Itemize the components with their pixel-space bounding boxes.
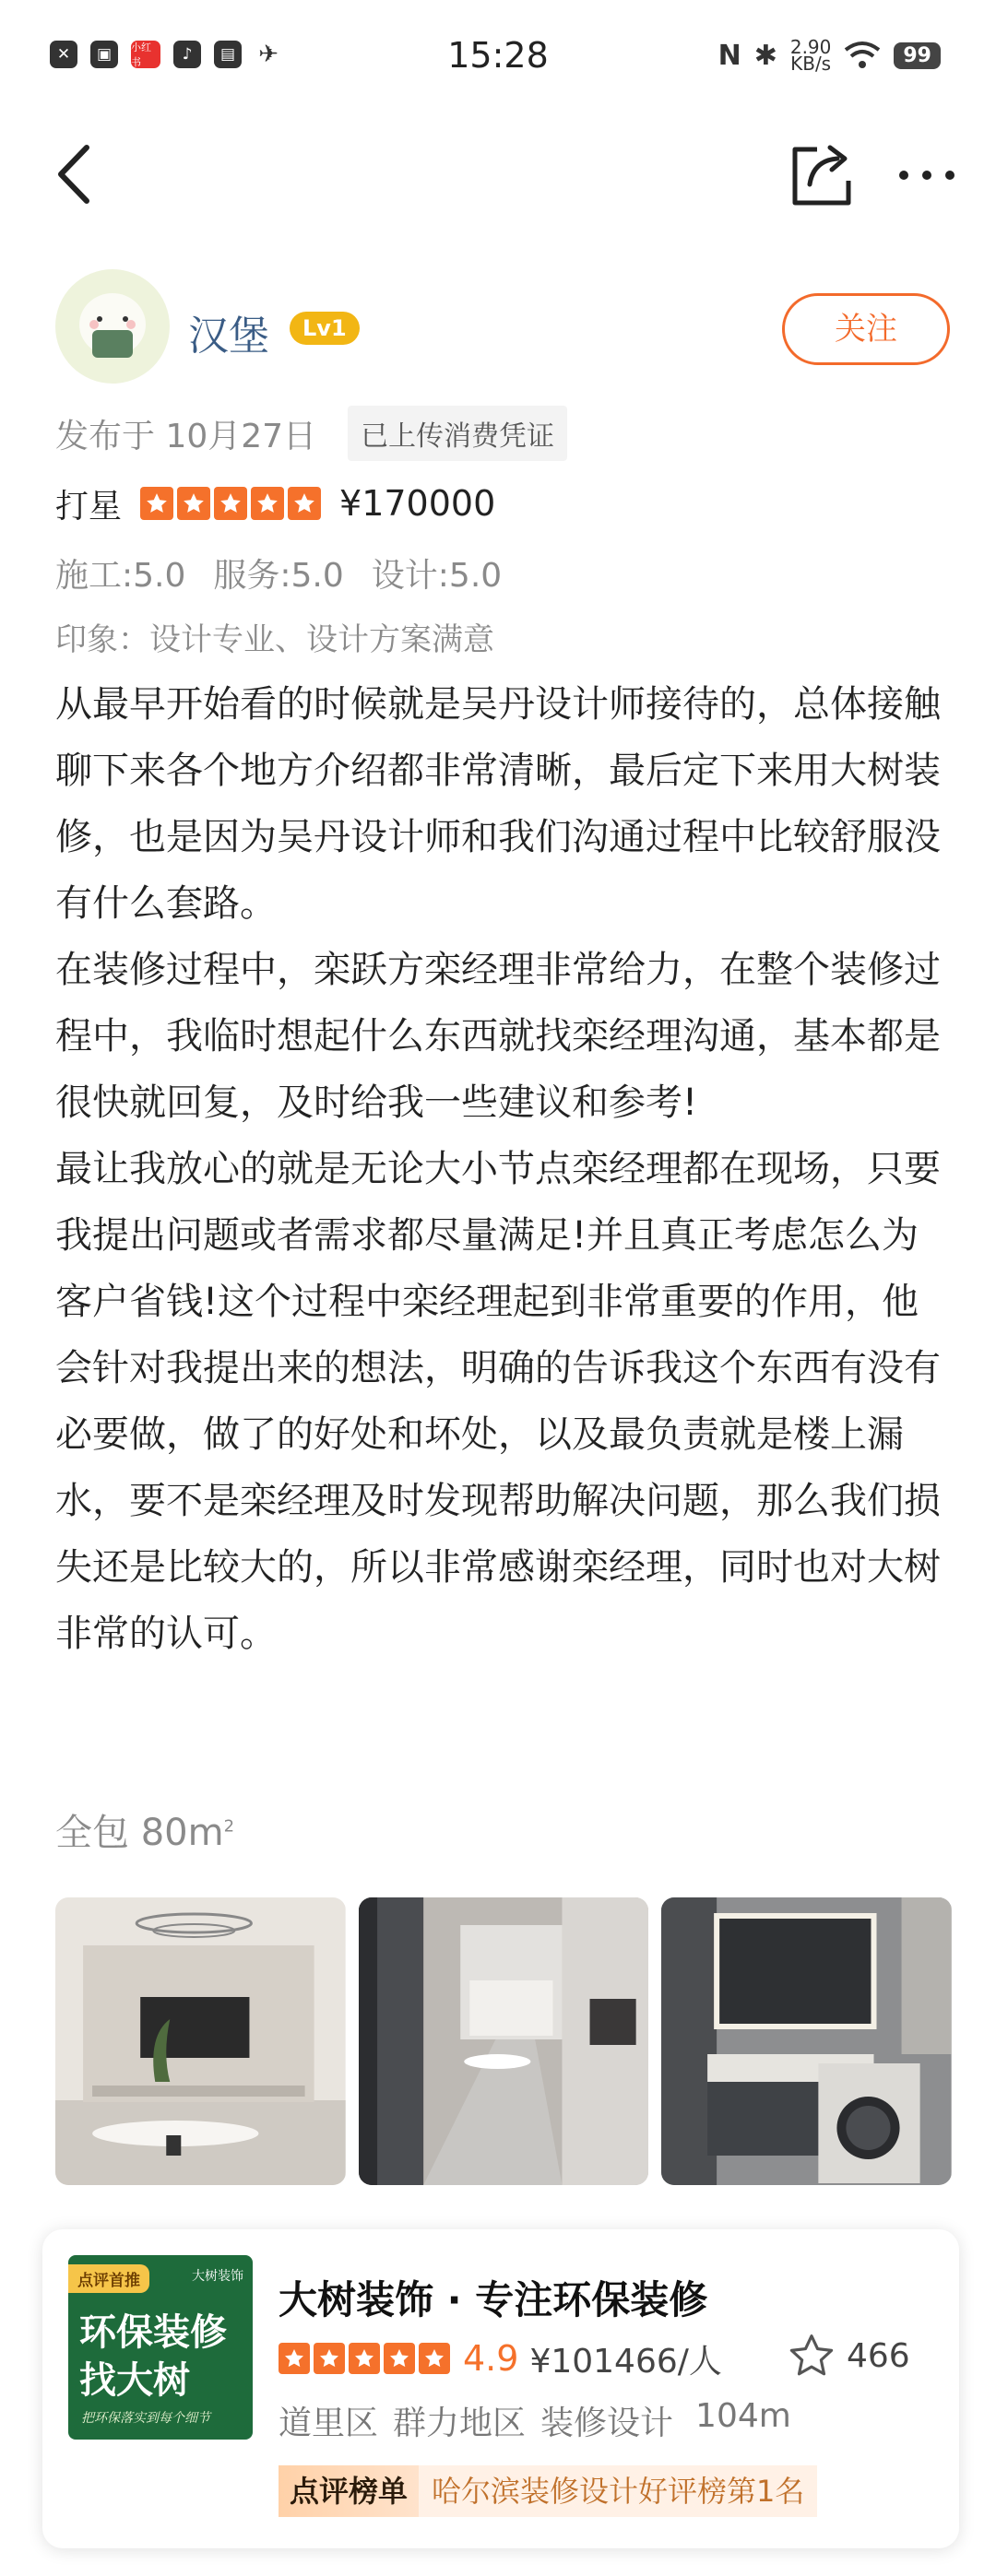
shop-score: 4.9 — [463, 2338, 519, 2379]
back-arrow-icon[interactable] — [48, 142, 103, 207]
construction-score: 施工:5.0 — [55, 557, 186, 595]
bluetooth-icon: ✱ — [753, 39, 777, 72]
net-speed-value: 2.90 — [789, 36, 832, 58]
shop-location — [279, 2397, 791, 2444]
star-icon — [288, 487, 321, 520]
star-icon — [214, 487, 247, 520]
design-score: 设计:5.0 — [371, 557, 503, 595]
star-icon — [314, 2343, 345, 2374]
mini-app-icon: ▣ — [90, 41, 118, 68]
shop-image-tag: 点评首推 — [68, 2264, 149, 2293]
star-rating — [140, 487, 321, 520]
review-text: 从最早开始看的时候就是吴丹设计师接待的，总体接触聊下来各个地方介绍都非常清晰，最后定下来用大树装修，也是因为吴丹设计师和我们沟通过程中比较舒服没有什么套路。 在装修过程中，栾跃方栾经理非常给力，在整个装修过程中，我临时想起什么东西就找栾经理沟通，基本都是很快就回复，及时给我一些建议和参考! 最让我放心的就是无论大小节点栾经理都在现场，只要我提出问题或者需求都尽量满足!并且真正考虑怎么为客户省钱!这个过程中栾经理起到非常重要的作用，他会针对我提出来的想法，明确的告诉我这个东西有没有必要做，做了的好处和坏处，以及最负责就是楼上漏水，要不是栾经理及时发现帮助解决问题，那么我们损失还是比较大的，所以非常感谢栾经理，同时也对大树非常的认可。 — [55, 683, 941, 1655]
post-meta — [55, 408, 567, 459]
runner-icon: ✈ — [258, 41, 279, 68]
net-speed-unit: KB/s — [790, 53, 832, 75]
sub-scores — [55, 549, 502, 597]
price: ¥170000 — [339, 483, 496, 524]
shop-avg-price: ¥101466/人 — [529, 2342, 722, 2381]
wifi-icon — [844, 41, 881, 70]
xiaohongshu-icon: 小红书 — [131, 41, 160, 68]
star-icon — [177, 487, 210, 520]
service-score: 服务:5.0 — [213, 557, 344, 595]
rank-badge[interactable] — [279, 2465, 817, 2517]
follow-button[interactable]: 关注 — [782, 293, 950, 365]
star-icon — [349, 2343, 380, 2374]
shop-card[interactable] — [42, 2229, 959, 2548]
package-area: 80m — [140, 1812, 224, 1854]
book-icon: ▤ — [214, 41, 242, 68]
package-info — [55, 1803, 234, 1856]
star-outline-icon — [786, 2331, 837, 2381]
shop-category: 装修设计 — [540, 2405, 674, 2442]
publish-date: 发布于 10月27日 — [55, 417, 317, 455]
rating-row — [55, 476, 495, 531]
shop-image-slogan: 把环保落实到每个细节 — [81, 2411, 210, 2426]
proof-tag: 已上传消费凭证 — [348, 406, 567, 461]
favorite-button[interactable] — [786, 2331, 910, 2381]
top-nav-bar — [0, 129, 996, 221]
photo-hallway[interactable] — [359, 1897, 649, 2185]
level-badge: Lv1 — [290, 312, 360, 345]
shop-image-headline: 环保装修找大树 — [79, 2311, 227, 2402]
photo-living-room[interactable] — [55, 1897, 346, 2185]
status-bar — [0, 0, 996, 111]
shop-image-logo: 大树装饰 — [192, 2269, 243, 2284]
area-unit-sup: 2 — [223, 1816, 235, 1837]
star-icon — [384, 2343, 415, 2374]
favorite-count: 466 — [847, 2336, 910, 2375]
clock: 15:28 — [447, 35, 549, 76]
shop-star-rating — [279, 2343, 450, 2374]
rating-label: 打星 — [55, 487, 123, 526]
nfc-icon: N — [717, 39, 741, 72]
star-icon — [419, 2343, 450, 2374]
impression: 印象：设计专业、设计方案满意 — [55, 621, 494, 658]
tiktok-icon: ♪ — [173, 41, 201, 68]
share-icon[interactable] — [789, 140, 854, 208]
avatar[interactable] — [55, 269, 170, 384]
author-name[interactable]: 汉堡 — [188, 313, 269, 360]
avatar-illustration — [55, 269, 170, 384]
shop-district: 道里区 — [279, 2405, 379, 2442]
shop-rating — [279, 2333, 722, 2384]
more-options-icon[interactable] — [895, 148, 959, 203]
shop-distance: 104m — [695, 2397, 791, 2435]
net-speed — [789, 36, 832, 75]
x-app-icon: ✕ — [50, 41, 77, 68]
rank-tag: 点评榜单 — [279, 2465, 419, 2517]
package-type: 全包 — [55, 1812, 129, 1854]
rank-text: 哈尔滨装修设计好评榜第1名 — [419, 2465, 817, 2517]
shop-image[interactable] — [68, 2255, 253, 2440]
star-icon — [251, 487, 284, 520]
shop-name[interactable]: 大树装饰 · 专注环保装修 — [279, 2277, 708, 2322]
system-indicators — [717, 36, 941, 75]
shop-area: 群力地区 — [393, 2405, 527, 2442]
photo-bathroom[interactable] — [661, 1897, 952, 2185]
star-icon — [279, 2343, 310, 2374]
review-photos — [55, 1897, 952, 2185]
star-icon — [140, 487, 173, 520]
battery-indicator: 99 — [894, 42, 941, 69]
